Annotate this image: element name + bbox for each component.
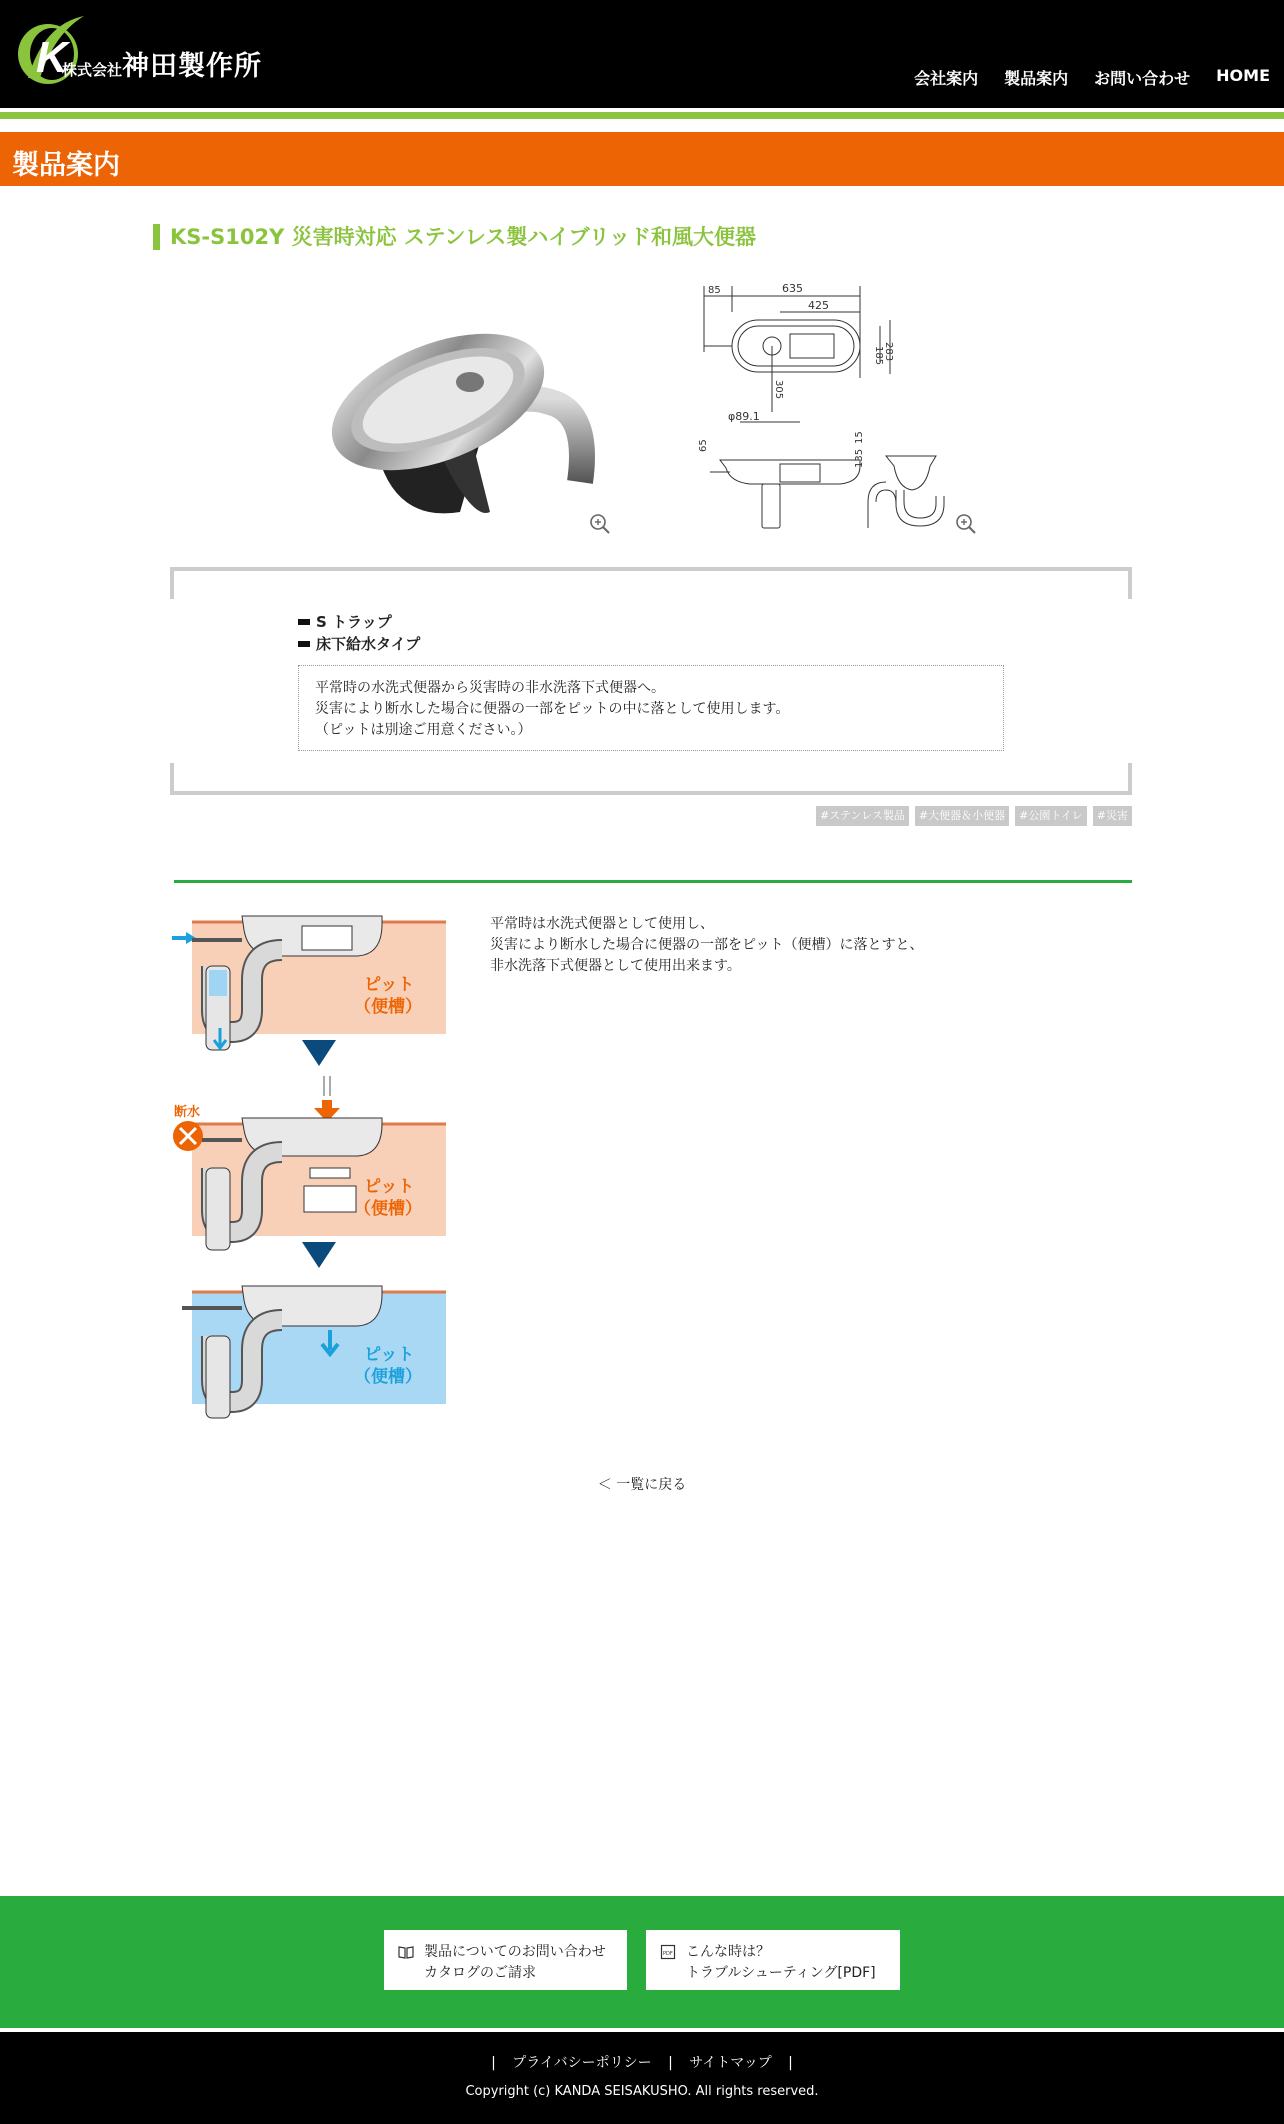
nav-home[interactable]: HOME bbox=[1216, 66, 1270, 85]
zoom-icon[interactable] bbox=[954, 512, 978, 536]
dim-305: 305 bbox=[773, 380, 784, 400]
header-accent-line bbox=[0, 112, 1284, 119]
bullet-icon bbox=[298, 619, 310, 625]
sitemap-link[interactable]: サイトマップ bbox=[689, 2055, 772, 2071]
svg-text:PDF: PDF bbox=[663, 1951, 673, 1957]
footer-links: | プライバシーポリシー | サイトマップ | bbox=[491, 2055, 793, 2071]
svg-text:（便槽）: （便槽） bbox=[354, 997, 422, 1017]
troubleshooting-pdf-button[interactable]: PDF こんな時は？ トラブルシューティング[PDF] bbox=[646, 1930, 900, 1990]
pdf-icon bbox=[660, 1944, 676, 1960]
footer-cta bbox=[0, 1896, 1284, 2028]
copyright: Copyright (c) KANDA SEISAKUSHO. All rights reserved. bbox=[465, 2084, 819, 2099]
dim-425: 425 bbox=[808, 299, 829, 312]
dimension-drawing[interactable] bbox=[690, 282, 990, 542]
tag[interactable]: #公園トイレ bbox=[1015, 806, 1087, 826]
dim-283: 283 bbox=[883, 342, 894, 362]
zoom-icon[interactable] bbox=[588, 512, 612, 536]
section-title-bar bbox=[0, 132, 1284, 186]
spec-item: S トラップ bbox=[298, 611, 420, 633]
nav-contact[interactable]: お問い合わせ bbox=[1094, 69, 1191, 88]
section-divider bbox=[174, 880, 1132, 883]
tag[interactable]: #大便器＆小便器 bbox=[915, 806, 1009, 826]
dim-65: 65 bbox=[698, 439, 709, 452]
back-to-list-link[interactable]: ＜ 一覧に戻る bbox=[597, 1477, 687, 1493]
svg-text:（便槽）: （便槽） bbox=[354, 1367, 422, 1387]
nav-products[interactable]: 製品案内 bbox=[1004, 69, 1069, 88]
product-photo[interactable] bbox=[320, 282, 620, 542]
dim-phi: φ89.1 bbox=[728, 410, 760, 423]
main-nav bbox=[914, 66, 1270, 89]
spec-box-top-bracket bbox=[170, 567, 1132, 599]
site-footer bbox=[0, 2032, 1284, 2124]
dim-185: 185 bbox=[873, 346, 884, 366]
spec-box-bottom-bracket bbox=[170, 763, 1132, 795]
page-title: 製品案内 bbox=[12, 150, 120, 181]
spec-box bbox=[170, 567, 1132, 795]
spec-item: 床下給水タイプ bbox=[298, 633, 420, 655]
company-name: 株式会社神田製作所 bbox=[62, 51, 263, 82]
tag[interactable]: #ステンレス製品 bbox=[816, 806, 909, 826]
dim-135: 135 bbox=[854, 448, 865, 468]
usage-explanation: 平常時は水洗式便器として使用し、 災害により断水した場合に便器の一部をピット（便槽）に落とすと、 非水洗落下式便器として使用出来ます。 bbox=[490, 916, 924, 974]
tag-list bbox=[816, 806, 1132, 826]
svg-text:ピット: ピット bbox=[364, 975, 415, 995]
site-header bbox=[0, 0, 1284, 108]
product-title: KS-S102Y 災害時対応 ステンレス製ハイブリッド和風大便器 bbox=[153, 224, 756, 250]
dim-15: 15 bbox=[854, 431, 865, 444]
product-description: 平常時の水洗式便器から災害時の非水洗落下式便器へ。 災害により断水した場合に便器の一部をピットの中に落として使用します。 （ピットは別途ご用意ください。） bbox=[298, 665, 1004, 751]
back-to-list bbox=[0, 1474, 1284, 1494]
svg-text:ピット: ピット bbox=[364, 1177, 415, 1197]
dim-635: 635 bbox=[782, 282, 803, 295]
contact-button[interactable]: 製品についてのお問い合わせ カタログのご請求 bbox=[384, 1930, 627, 1990]
dim-85: 85 bbox=[708, 285, 721, 296]
svg-text:K: K bbox=[36, 33, 68, 82]
svg-text:ピット: ピット bbox=[364, 1345, 415, 1365]
tag[interactable]: #災害 bbox=[1093, 806, 1132, 826]
usage-diagram bbox=[172, 910, 472, 1420]
svg-text:断水: 断水 bbox=[174, 1105, 201, 1120]
bullet-icon bbox=[298, 641, 310, 647]
nav-company[interactable]: 会社案内 bbox=[914, 69, 979, 88]
privacy-policy-link[interactable]: プライバシーポリシー bbox=[512, 2055, 652, 2071]
spec-list bbox=[298, 611, 420, 655]
svg-text:（便槽）: （便槽） bbox=[354, 1199, 422, 1219]
book-icon bbox=[398, 1944, 414, 1960]
